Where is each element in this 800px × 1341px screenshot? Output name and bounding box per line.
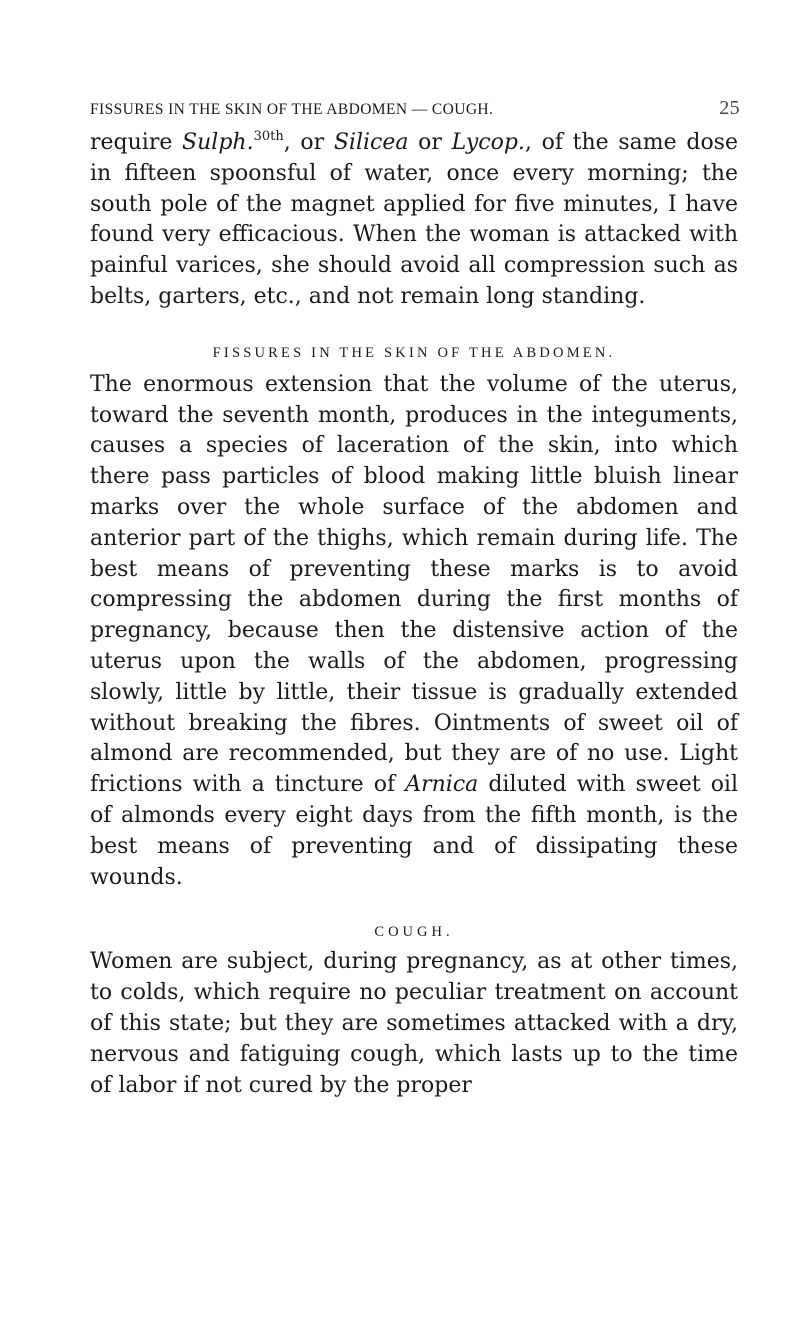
remedy-lycop: Lycop.	[451, 130, 525, 155]
running-head-title: FISSURES IN THE SKIN OF THE ABDOMEN — COUGH.	[90, 101, 494, 118]
text-run: , of the same dose in fifteen spoonsful of water, once every morning; the south pole of the magnet applied for five minutes, I have found very efficacious. When the woman is attacked with painful varices, she should avoid all compression such as belts, garters, etc., and not remain long standing.	[90, 130, 738, 309]
book-page	[90, 92, 738, 1101]
running-head	[90, 92, 738, 128]
paragraph-cough: Women are subject, during pregnancy, as at other times, to colds, which require no peculiar treatment on account of this state; but they are sometimes attacked with a dry, nervous and fatiguing cough, which lasts up to the time of labor if not cured by the proper	[90, 949, 738, 1098]
potency-superscript: 30th	[253, 129, 284, 144]
text-run: , or	[283, 130, 334, 155]
page-number: 25	[719, 97, 740, 119]
paragraph-remedies	[90, 128, 738, 313]
section-heading-fissures: FISSURES IN THE SKIN OF THE ABDOMEN.	[212, 344, 616, 361]
section-heading-cough: COUGH.	[374, 924, 454, 941]
remedy-sulph: Sulph.	[182, 130, 254, 155]
text-run: The enormous extension that the volume of the uterus, toward the seventh month, produces in the integuments, causes a species of laceration of the skin, into which there pass particles of blood making little bluish linear marks over the whole surface of the abdomen and anterior part of the thighs, which remain during life. The best means of preventing these marks is to avoid compressing the abdomen during the first months of pregnancy, because then the distensive action of the uterus upon the walls of the abdomen, progressing slowly, little by little, their tissue is gradually extended without breaking the fibres. Ointments of sweet oil of almond are recommended, but they are of no use. Light frictions with a tincture of	[90, 371, 738, 798]
text-run: diluted with sweet oil of almonds every eight days from the fifth month, is the best means of preventing and of dissipating these wounds.	[90, 772, 739, 890]
remedy-silicea: Silicea	[333, 130, 409, 155]
paragraph-fissures	[90, 370, 738, 894]
remedy-arnica: Arnica	[405, 772, 479, 798]
text-run: require	[90, 130, 183, 155]
text-run: or	[408, 130, 452, 155]
